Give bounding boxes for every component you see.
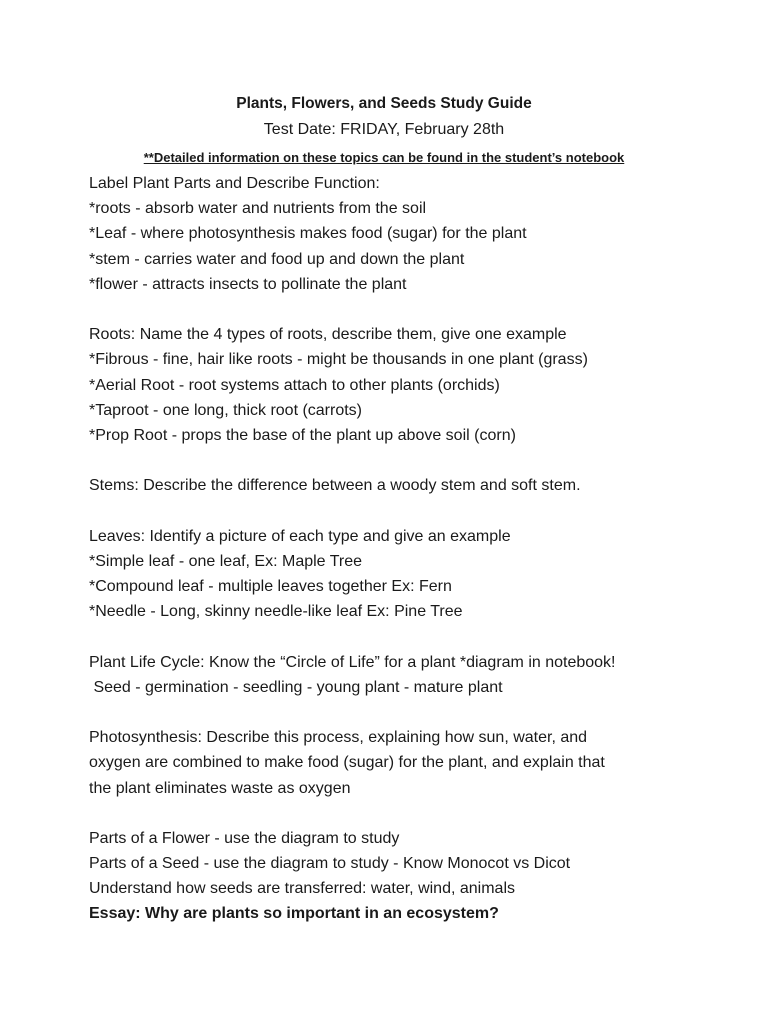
- document-title: Plants, Flowers, and Seeds Study Guide: [236, 95, 532, 112]
- flower-parts-line: Parts of a Flower - use the diagram to study: [89, 829, 400, 847]
- photosynthesis-line: Photosynthesis: Describe this process, explaining how sun, water, and: [89, 729, 588, 747]
- leaves-item: *Compound leaf - multiple leaves together Ex: Fern: [89, 578, 452, 595]
- seed-parts-line: Parts of a Seed - use the diagram to study - Know Monocot vs Dicot: [89, 855, 571, 873]
- essay-question: Essay: Why are plants so important in an ecosystem?: [89, 905, 499, 923]
- spacer: [89, 448, 739, 473]
- spacer: [89, 700, 739, 725]
- notebook-note: **Detailed information on these topics can be found in the student’s notebook: [143, 150, 625, 165]
- label-parts-item: *flower - attracts insects to pollinate the plant: [89, 275, 407, 293]
- label-parts-item: *roots - absorb water and nutrients from the soil: [89, 200, 427, 218]
- study-guide-body: [89, 171, 739, 927]
- roots-item: *Prop Root - props the base of the plant up above soil (corn): [89, 426, 516, 444]
- roots-item: *Fibrous - fine, hair like roots - might be thousands in one plant (grass): [89, 351, 588, 369]
- spacer: [89, 624, 739, 649]
- photosynthesis-line: the plant eliminates waste as oxygen: [89, 779, 351, 797]
- stems-heading: Stems: Describe the difference between a woody stem and soft stem.: [89, 477, 581, 495]
- life-cycle-heading: Plant Life Cycle: Know the “Circle of Life” for a plant *diagram in notebook!: [89, 653, 616, 671]
- roots-item: *Taproot - one long, thick root (carrots): [89, 401, 363, 419]
- spacer: [89, 498, 739, 523]
- photosynthesis-line: oxygen are combined to make food (sugar) for the plant, and explain that: [89, 754, 605, 772]
- seed-transfer-line: Understand how seeds are transferred: water, wind, animals: [89, 880, 515, 898]
- label-parts-item: *Leaf - where photosynthesis makes food (sugar) for the plant: [89, 225, 527, 243]
- life-cycle-sequence: Seed - germination - seedling - young plant - mature plant: [89, 678, 503, 696]
- spacer: [89, 297, 739, 322]
- roots-heading: Roots: Name the 4 types of roots, describe them, give one example: [89, 326, 567, 344]
- test-date: Test Date: FRIDAY, February 28th: [263, 121, 505, 138]
- roots-item: *Aerial Root - root systems attach to other plants (orchids): [89, 376, 500, 394]
- leaves-heading: Leaves: Identify a picture of each type and give an example: [89, 527, 511, 545]
- leaves-item: *Needle - Long, skinny needle-like leaf Ex: Pine Tree: [89, 603, 463, 621]
- spacer: [89, 801, 739, 826]
- label-parts-heading: Label Plant Parts and Describe Function:: [89, 175, 380, 192]
- leaves-item: *Simple leaf - one leaf, Ex: Maple Tree: [89, 552, 363, 570]
- label-parts-item: *stem - carries water and food up and down the plant: [89, 250, 465, 268]
